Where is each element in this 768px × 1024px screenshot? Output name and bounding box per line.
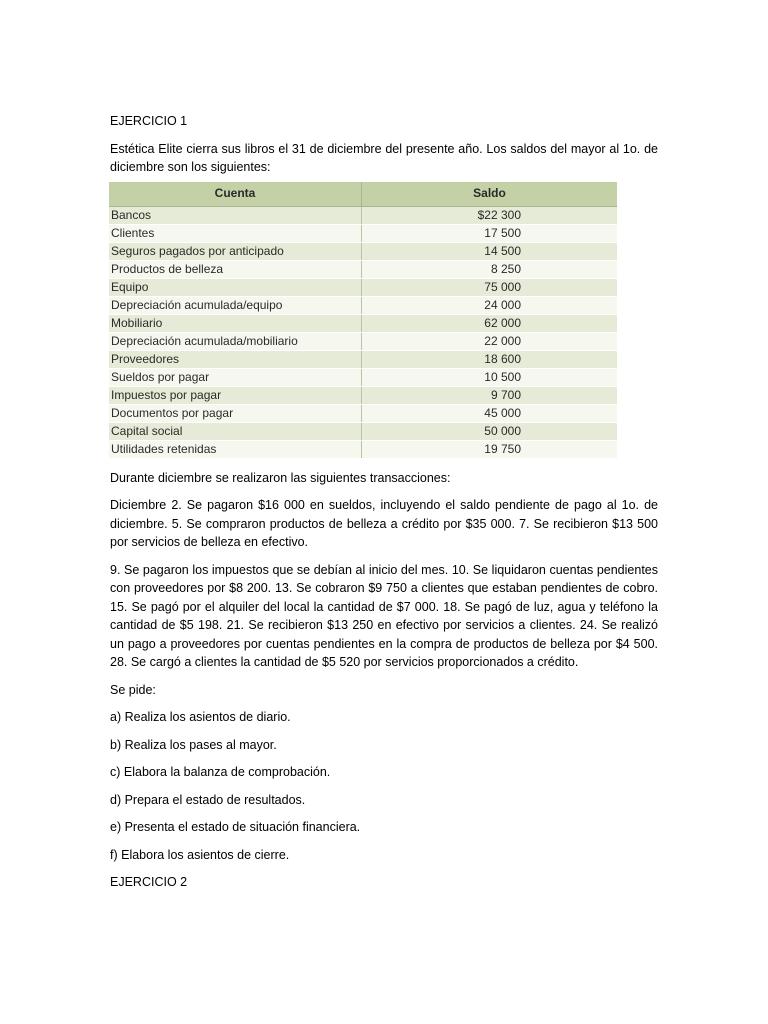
exercise-1-heading: EJERCICIO 1 bbox=[110, 114, 188, 128]
table-header-row bbox=[109, 182, 617, 207]
table-row bbox=[109, 296, 617, 314]
saldo-cell: 8 250 bbox=[362, 260, 618, 278]
table-row bbox=[109, 260, 617, 278]
task-item: c) Elabora la balanza de comprobación. bbox=[110, 765, 331, 779]
task-item: b) Realiza los pases al mayor. bbox=[110, 737, 277, 752]
table-row bbox=[109, 278, 617, 296]
cuenta-cell: Utilidades retenidas bbox=[109, 440, 362, 458]
cuenta-cell: Depreciación acumulada/equipo bbox=[109, 296, 362, 314]
cuenta-cell: Sueldos por pagar bbox=[109, 368, 362, 386]
cuenta-cell: Depreciación acumulada/mobiliario bbox=[109, 332, 362, 350]
table-row bbox=[109, 332, 617, 350]
column-header-cuenta: Cuenta bbox=[109, 182, 362, 207]
saldo-cell: 62 000 bbox=[362, 314, 618, 332]
table-row bbox=[109, 350, 617, 368]
table-row bbox=[109, 224, 617, 242]
saldo-cell: $22 300 bbox=[362, 206, 618, 224]
exercise-2-heading: EJERCICIO 2 bbox=[110, 875, 188, 889]
table-row bbox=[109, 206, 617, 224]
ledger-balances-table bbox=[109, 182, 617, 459]
saldo-cell: 22 000 bbox=[362, 332, 618, 350]
saldo-cell: 9 700 bbox=[362, 386, 618, 404]
transactions-paragraph-2: 9. Se pagaron los impuestos que se debían al inicio del mes. 10. Se liquidaron cuentas pendientes con proveedores por $8 200. 13. Se cobraron $9 750 a clientes que estaban pendientes de cobro. 15. Se pagó por el alquiler del local la cantidad de $7 000. 18. Se pagó de luz, agua y teléfono la cantidad de $5 198. 21. Se recibieron $13 250 en efectivo por servicios a clientes. 24. Se realizó un pago a proveedores por cuentas pendientes en la compra de productos de belleza por $4 500. 28. Se cargó a clientes la cantidad de $5 520 por servicios proporcionados a crédito. bbox=[110, 562, 658, 669]
table-row bbox=[109, 404, 617, 422]
table-row bbox=[109, 386, 617, 404]
table-row bbox=[109, 314, 617, 332]
cuenta-cell: Mobiliario bbox=[109, 314, 362, 332]
cuenta-cell: Impuestos por pagar bbox=[109, 386, 362, 404]
saldo-cell: 24 000 bbox=[362, 296, 618, 314]
cuenta-cell: Capital social bbox=[109, 422, 362, 440]
table-row bbox=[109, 368, 617, 386]
task-item: e) Presenta el estado de situación financiera. bbox=[110, 820, 361, 834]
cuenta-cell: Documentos por pagar bbox=[109, 404, 362, 422]
cuenta-cell: Seguros pagados por anticipado bbox=[109, 242, 362, 260]
transactions-intro: Durante diciembre se realizaron las siguientes transacciones: bbox=[110, 470, 451, 485]
cuenta-cell: Clientes bbox=[109, 224, 362, 242]
table-row bbox=[109, 422, 617, 440]
saldo-cell: 18 600 bbox=[362, 350, 618, 368]
document-page bbox=[110, 112, 658, 901]
task-item: f) Elabora los asientos de cierre. bbox=[110, 847, 290, 862]
cuenta-cell: Equipo bbox=[109, 278, 362, 296]
asks-label: Se pide: bbox=[110, 682, 156, 697]
saldo-cell: 14 500 bbox=[362, 242, 618, 260]
saldo-cell: 10 500 bbox=[362, 368, 618, 386]
column-header-saldo: Saldo bbox=[362, 182, 618, 207]
table-row bbox=[109, 242, 617, 260]
table-row bbox=[109, 440, 617, 458]
transactions-paragraph-1: Diciembre 2. Se pagaron $16 000 en sueldos, incluyendo el saldo pendiente de pago al 1o. de diciembre. 5. Se compraron productos de belleza a crédito por $35 000. 7. Se recibieron $13 500 por servicios de belleza en efectivo. bbox=[110, 498, 658, 549]
cuenta-cell: Productos de belleza bbox=[109, 260, 362, 278]
saldo-cell: 19 750 bbox=[362, 440, 618, 458]
saldo-cell: 50 000 bbox=[362, 422, 618, 440]
exercise-1-intro: Estética Elite cierra sus libros el 31 de diciembre del presente año. Los saldos del mayor al 1o. de diciembre son los siguientes: bbox=[110, 141, 658, 174]
task-item: a) Realiza los asientos de diario. bbox=[110, 710, 291, 724]
saldo-cell: 75 000 bbox=[362, 278, 618, 296]
cuenta-cell: Bancos bbox=[109, 206, 362, 224]
cuenta-cell: Proveedores bbox=[109, 350, 362, 368]
saldo-cell: 45 000 bbox=[362, 404, 618, 422]
saldo-cell: 17 500 bbox=[362, 224, 618, 242]
task-item: d) Prepara el estado de resultados. bbox=[110, 792, 306, 807]
